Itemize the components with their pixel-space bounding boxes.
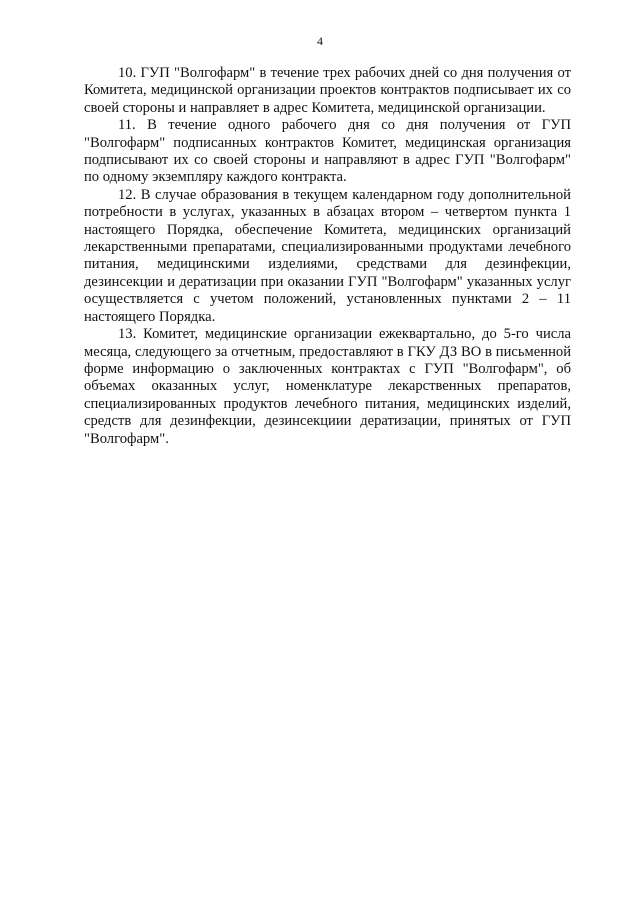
paragraph-12: 12. В случае образования в текущем календарном году дополнительной потребности в услугах, указанных в абзацах втором – четвертом пункта 1 настоящего Порядка, обеспечение Комитета, медицинских организаций лекарственными препаратами, специализированными продуктами лечебного питания, медицинскими изделиями, средствами для дезинфекции, дезинсекции и дератизации при оказании ГУП "Волгофарм" указанных услуг осуществляется с учетом положений, установленных пунктами 2 – 11 настоящего Порядка. — [84, 186, 571, 325]
document-body — [84, 65, 571, 448]
paragraph-10: 10. ГУП "Волгофарм" в течение трех рабочих дней со дня получения от Комитета, медицинской организации проектов контрактов подписывает их со своей стороны и направляет в адрес Комитета, медицинской организации. — [84, 65, 571, 116]
page-number: 4 — [317, 34, 323, 48]
paragraph-11: 11. В течение одного рабочего дня со дня получения от ГУП "Волгофарм" подписанных контрактов Комитет, медицинская организация подписывают их со своей стороны и направляют в адрес ГУП "Волгофарм" по одному экземпляру каждого контракта. — [84, 117, 571, 186]
paragraph-13: 13. Комитет, медицинские организации ежеквартально, до 5-го числа месяца, следующего за отчетным, предоставляют в ГКУ ДЗ ВО в письменной форме информацию о заключенных контрактах с ГУП "Волгофарм", об объемах оказанных услуг, номенклатуре лекарственных препаратов, специализированных продуктов лечебного питания, медицинских изделий, средств для дезинфекции, дезинсекциии дератизации, принятых от ГУП "Волгофарм". — [84, 326, 571, 447]
